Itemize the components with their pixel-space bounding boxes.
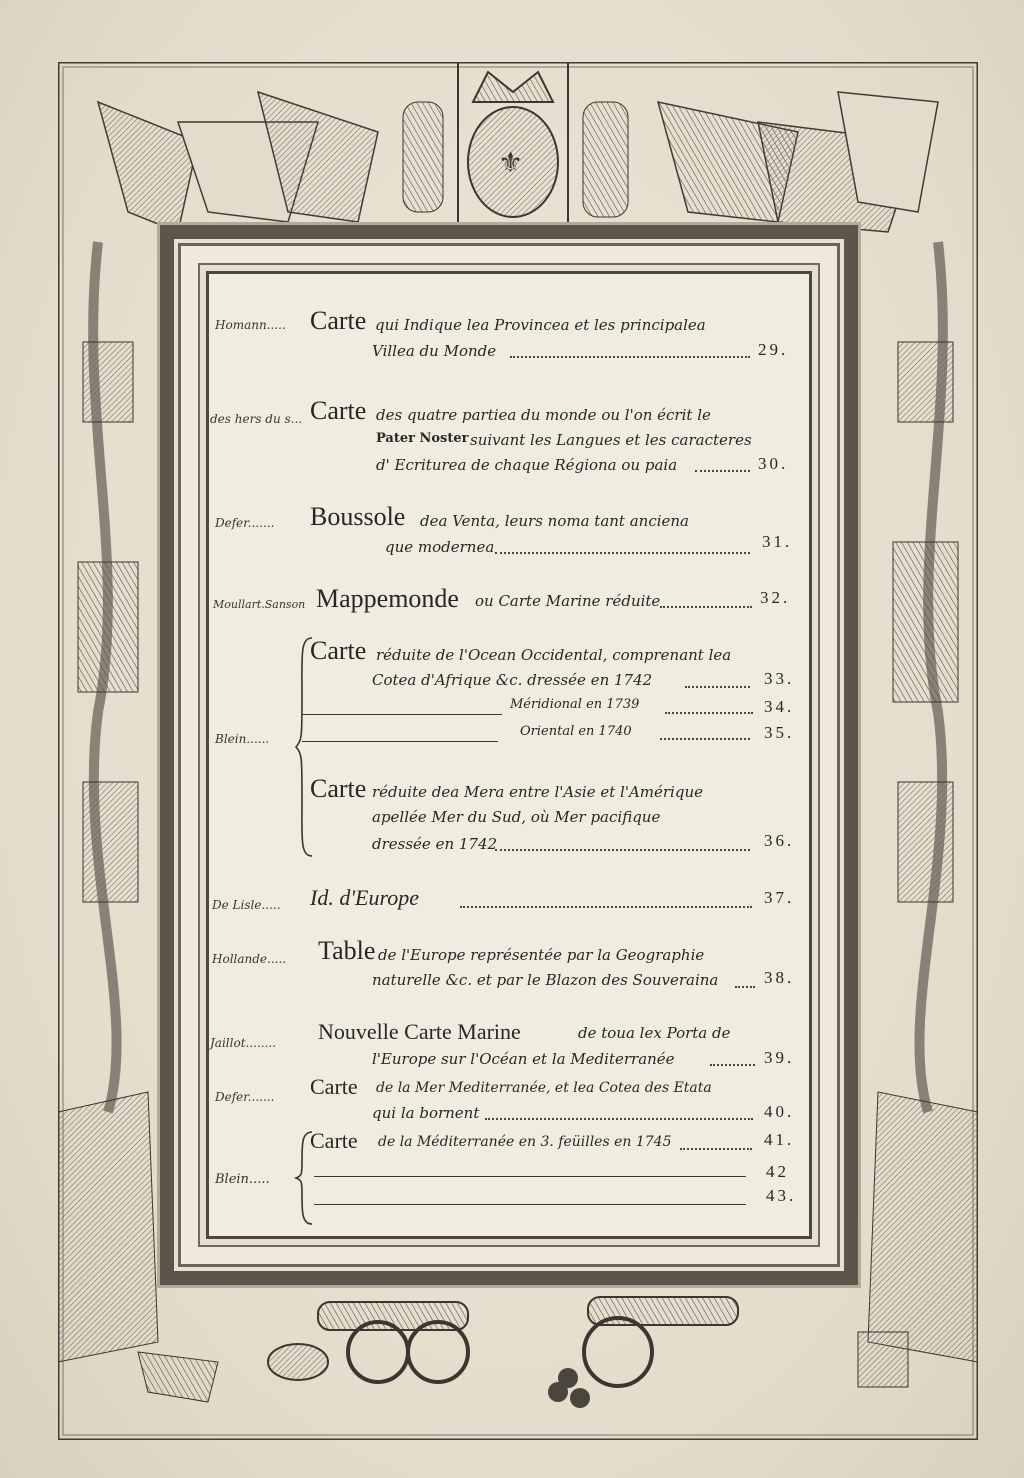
entry-39-line2: l'Europe sur l'Océan et la Mediterranée [372,1050,675,1068]
minerva-figure-icon [568,62,628,222]
flags-left-icon [98,92,378,232]
entry-38-author: Hollande..... [212,952,287,966]
entry-36-title: Carte [310,774,367,803]
entry-32-author: Moullart.Sanson [213,598,306,611]
entry-30-line2b: suivant les Langues et les caracteres [470,431,752,449]
leader-dots [510,356,750,358]
entry-39-title: Nouvelle Carte Marine [318,1019,521,1044]
leader-dots [495,552,750,554]
entry-29-title: Carte [310,306,367,335]
entry-38-number: 38. [764,968,795,987]
entry-41-number: 41. [764,1130,795,1149]
entry-31-line2: que modernea [385,538,495,556]
entry-29-author: Homann..... [215,318,286,332]
entry-33-title: Carte [310,636,367,665]
entry-30-line3: d' Ecriturea de chaque Régiona ou paia [376,456,678,474]
entry-41-43-author: Blein..... [215,1172,270,1187]
leader-dots [685,686,750,688]
entry-29-line2: Villea du Monde [372,342,497,360]
entry-39-line1: de toua lex Porta de [578,1024,731,1042]
entry-33-line1: réduite de l'Ocean Occidental, comprenant lea [376,646,732,664]
entry-38-line2: naturelle &c. et par le Blazon des Souveraina [372,971,719,989]
entry-33-line2: Cotea d'Afrique &c. dressée en 1742 [372,671,653,689]
entry-33-36-author: Blein...... [215,732,270,746]
entry-37-title: Id. d'Europe [310,885,419,910]
entry-34-number: 34. [764,697,795,716]
entry-32-number: 32. [760,588,791,607]
leader-dots [680,1148,752,1150]
entry-31-line1: dea Venta, leurs noma tant anciena [420,512,689,530]
tents-right-icon [868,1092,978,1362]
leader-dots [735,986,755,988]
leader-dots [660,738,750,740]
entry-38-line1: de l'Europe représentée par la Geographie [378,946,705,964]
entry-30-number: 30. [758,454,789,473]
entry-30-line2a: Pater Noster [376,431,469,446]
cannons-icon [138,1297,908,1408]
entry-35-line: Oriental en 1740 [520,724,632,739]
ditto-rule [302,741,498,742]
ditto-rule [314,1204,746,1205]
warrior-figure-icon [403,62,458,222]
entry-33-number: 33. [764,669,795,688]
entry-40-author: Defer....... [215,1090,275,1104]
entry-41-line1: de la Méditerranée en 3. feüilles en 1745 [378,1134,672,1150]
entry-37-number: 37. [764,888,795,907]
entry-36-line1: réduite dea Mera entre l'Asie et l'Amérique [372,783,703,801]
entry-36-line2: apellée Mer du Sud, où Mer pacifique [372,808,661,826]
entry-38-title: Table [318,936,376,965]
entry-30-title: Carte [310,396,367,425]
left-trophy-icon [78,242,138,1112]
leader-dots [495,849,750,851]
entry-32-line1: ou Carte Marine réduite [475,592,661,610]
flags-right-icon [658,92,938,232]
leader-dots [485,1118,753,1120]
leader-dots [710,1064,755,1066]
entry-40-number: 40. [764,1102,795,1121]
entry-40-title: Carte [310,1074,358,1099]
ditto-rule [302,714,502,715]
entry-36-number: 36. [764,831,795,850]
entry-31-number: 31. [762,532,793,551]
svg-text:⚜: ⚜ [498,146,524,179]
right-trophy-icon [893,242,958,1112]
entry-29-line1: qui Indique lea Provincea et les principalea [375,316,706,334]
entry-30-line1: des quatre partiea du monde ou l'on écrit le [376,406,711,424]
entry-39-author: Jaillot........ [210,1036,277,1050]
entry-41-title: Carte [310,1128,358,1153]
leader-dots [660,606,752,608]
entry-40-line1: de la Mer Mediterranée, et lea Cotea des Etata [376,1080,712,1096]
tents-left-icon [58,1092,158,1362]
entry-32-title: Mappemonde [316,584,459,613]
entry-37-author: De Lisle..... [212,898,281,912]
royal-arms-icon [468,72,558,217]
entry-39-number: 39. [764,1048,795,1067]
entry-35-number: 35. [764,723,795,742]
entry-31-author: Defer....... [215,516,275,530]
entry-34-line: Méridional en 1739 [510,697,640,712]
entry-42-number: 42 [766,1162,789,1181]
brace-icon [294,636,314,858]
entry-40-line2: qui la bornent [372,1104,480,1122]
ditto-rule [314,1176,746,1177]
leader-dots [665,712,753,714]
leader-dots [460,906,752,908]
entry-29-number: 29. [758,340,789,359]
entry-31-title: Boussole [310,502,406,531]
entry-43-number: 43. [766,1186,797,1205]
leader-dots [695,470,750,472]
entry-30-author: des hers du s... [210,412,303,426]
cartouche-frame [160,225,858,1285]
entry-36-line3: dressée en 1742 [372,835,498,853]
